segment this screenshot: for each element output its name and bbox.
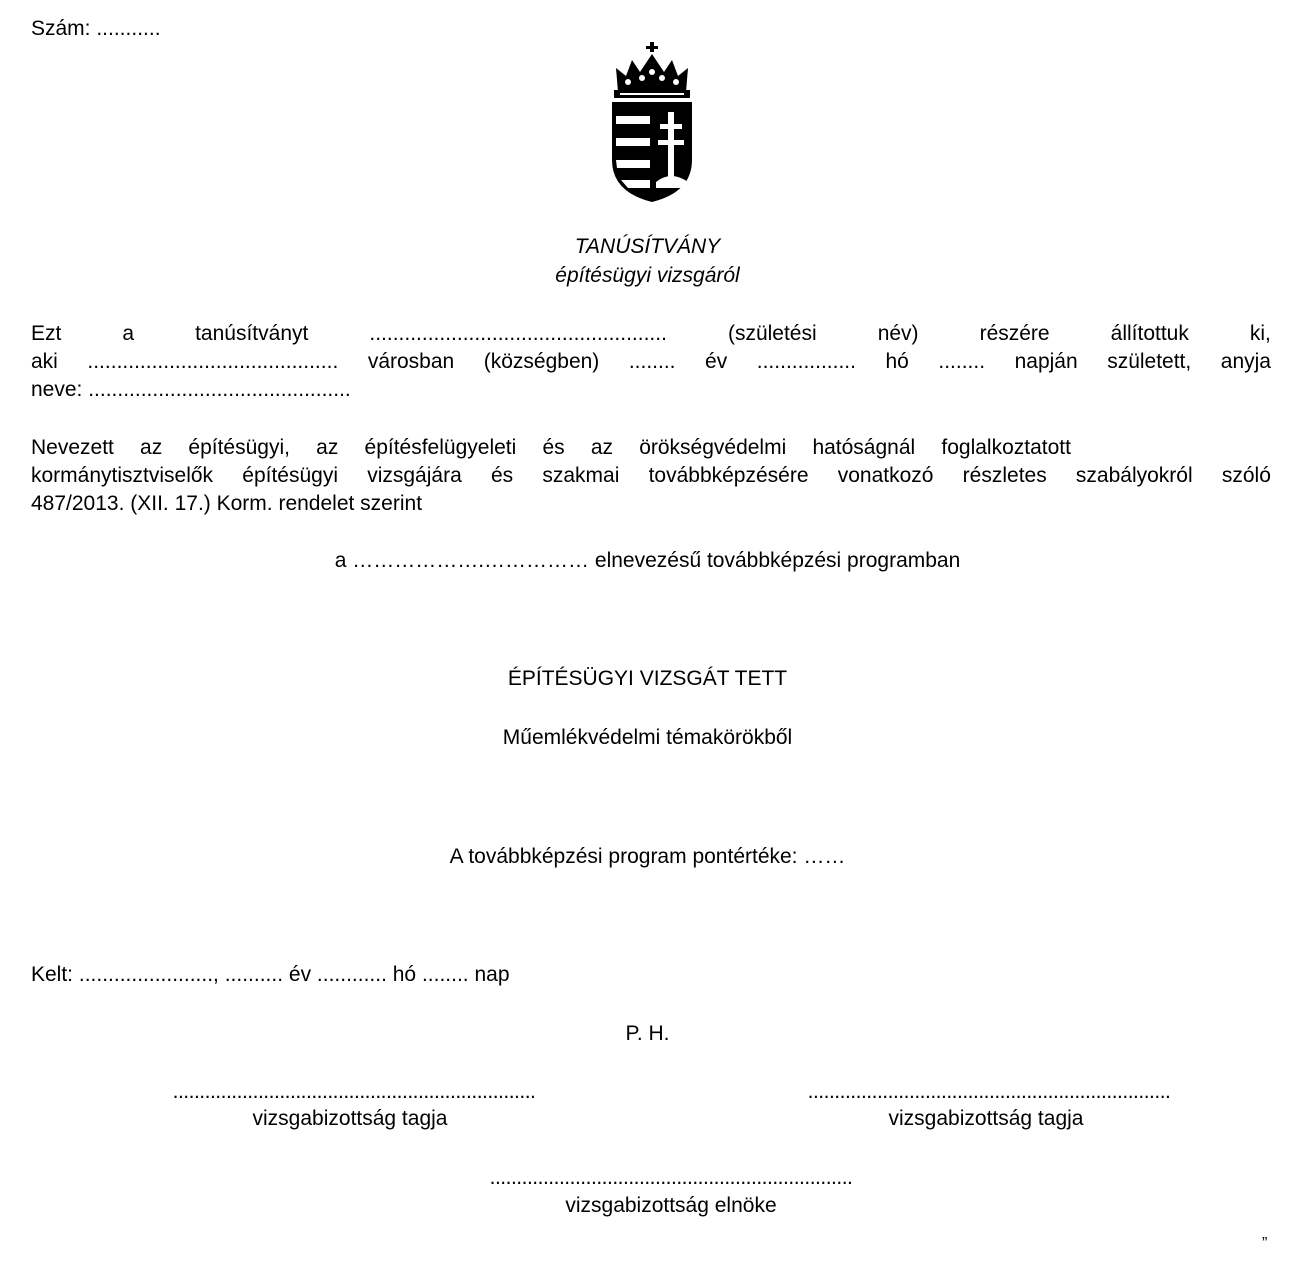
paragraph1-line2: aki ........................................... városban (községben) ........ év ................. hó ........ napján született, anyja: [31, 350, 1271, 373]
program-line: a ……………….…………… elnevezésű továbbképzési programban: [334, 549, 961, 572]
document-number: Szám: ...........: [31, 17, 161, 40]
paragraph1-line3: neve: .............................................: [31, 378, 351, 401]
paragraph2-line1: Nevezett az építésügyi, az építésfelügyeleti és az örökségvédelmi hatóságnál foglalkoztatott: [31, 436, 1071, 459]
signature-line-center: ....................................................................: [489, 1166, 853, 1189]
signature-label-center: vizsgabizottság elnöke: [565, 1194, 777, 1217]
stamp-placeholder: P. H.: [625, 1022, 670, 1045]
signature-label-left: vizsgabizottság tagja: [252, 1107, 448, 1130]
closing-quote-mark: ”: [1262, 1235, 1268, 1252]
exam-passed-heading: ÉPÍTÉSÜGYI VIZSGÁT TETT: [507, 667, 788, 690]
coat-of-arms-icon: [608, 42, 696, 204]
certificate-title: TANÚSÍTVÁNY: [574, 235, 721, 258]
signature-line-right: ....................................................................: [807, 1080, 1171, 1103]
paragraph1-line1: Ezt a tanúsítványt ................................................... (születési név) részére állítottuk ki,: [31, 322, 1271, 345]
paragraph2-line3: 487/2013. (XII. 17.) Korm. rendelet szerint: [31, 492, 423, 515]
certificate-subtitle: építésügyi vizsgáról: [555, 264, 740, 287]
signature-label-right: vizsgabizottság tagja: [888, 1107, 1084, 1130]
exam-topic: Műemlékvédelmi témakörökből: [502, 726, 793, 749]
signature-line-left: ....................................................................: [172, 1080, 536, 1103]
points-line: A továbbképzési program pontértéke: ……: [449, 845, 846, 868]
date-line: Kelt: ......................., .......... év ............ hó ........ nap: [31, 963, 510, 986]
paragraph2-line2: kormánytisztviselők építésügyi vizsgájára és szakmai továbbképzésére vonatkozó részletes szabályokról szóló: [31, 464, 1271, 487]
